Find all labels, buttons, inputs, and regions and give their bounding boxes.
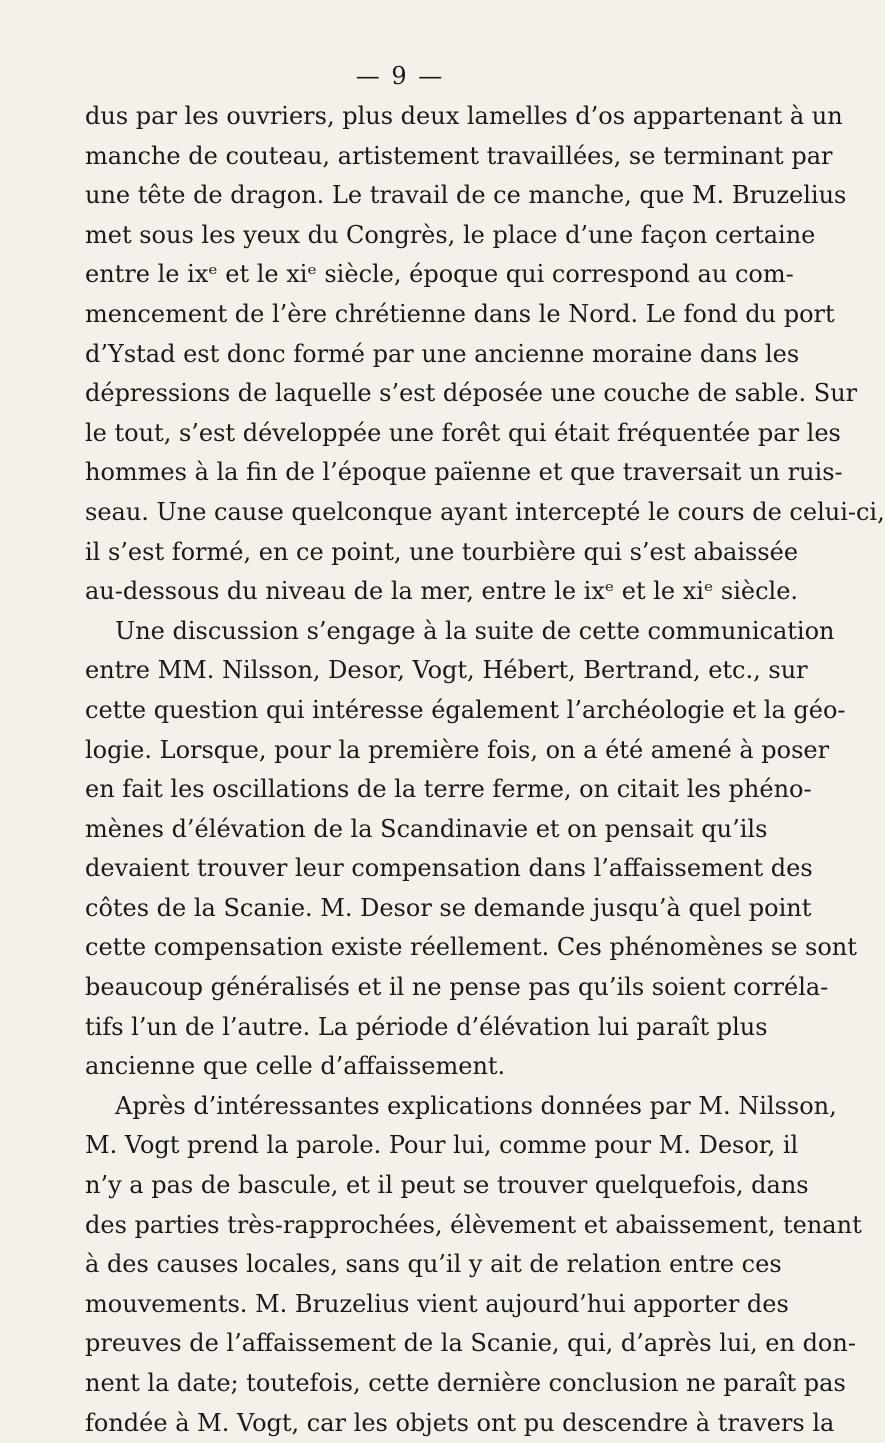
text-line: Une discussion s’engage à la suite de cette communication [115, 616, 835, 645]
text-line: mènes d’élévation de la Scandinavie et on pensait qu’ils [85, 814, 768, 843]
text-line: preuves de l’affaissement de la Scanie, qui, d’après lui, en don- [85, 1329, 856, 1358]
text-line: mencement de l’ère chrétienne dans le Nord. Le fond du port [85, 299, 835, 328]
text-line: nent la date; toutefois, cette dernière conclusion ne paraît pas [85, 1369, 846, 1397]
text-line: beaucoup généralisés et il ne pense pas qu’ils soient corréla- [85, 973, 829, 1002]
text-line: fondée à M. Vogt, car les objets ont pu descendre à travers la [85, 1408, 835, 1437]
text-line: cette question qui intéresse également l’archéologie et la géo- [85, 695, 846, 724]
text-line: hommes à la fin de l’époque païenne et que traversait un ruis- [85, 458, 843, 487]
text-line: en fait les oscillations de la terre ferme, on citait les phéno- [85, 775, 812, 804]
text-line: côtes de la Scanie. M. Desor se demande jusqu’à quel point [85, 893, 812, 922]
text-line: à des causes locales, sans qu’il y ait de relation entre ces [85, 1250, 782, 1279]
text-line: dépressions de laquelle s’est déposée une couche de sable. Sur [85, 379, 858, 408]
text-line: cette compensation existe réellement. Ces phénomènes se sont [85, 933, 857, 962]
text-line: le tout, s’est développée une forêt qui était fréquentée par les [85, 418, 841, 447]
text-line: manche de couteau, artistement travaillées, se terminant par [85, 141, 833, 170]
text-line: entre MM. Nilsson, Desor, Vogt, Hébert, Bertrand, etc., sur [85, 656, 808, 685]
text-line: devaient trouver leur compensation dans l’affaissement des [85, 854, 813, 883]
text-line: met sous les yeux du Congrès, le place d’une façon certaine [85, 220, 816, 249]
text-line: seau. Une cause quelconque ayant intercepté le cours de celui-ci, [85, 497, 885, 526]
text-line: dus par les ouvriers, plus deux lamelles d’os appartenant à un [85, 102, 843, 130]
text-line: n’y a pas de bascule, et il peut se trouver quelquefois, dans [85, 1171, 809, 1200]
text-line: au-dessous du niveau de la mer, entre le ixᵉ et le xiᵉ siècle. [85, 577, 799, 606]
text-line: M. Vogt prend la parole. Pour lui, comme pour M. Desor, il [85, 1131, 799, 1160]
page-number: — 9 — [355, 62, 445, 90]
text-line: tifs l’un de l’autre. La période d’élévation lui paraît plus [85, 1012, 768, 1041]
text-line: une tête de dragon. Le travail de ce manche, que M. Bruzelius [85, 181, 847, 210]
text-line: logie. Lorsque, pour la première fois, on a été amené à poser [85, 735, 830, 764]
text-line: mouvements. M. Bruzelius vient aujourd’hui apporter des [85, 1289, 789, 1318]
body-text [85, 97, 885, 1443]
text-line: entre le ixᵉ et le xiᵉ siècle, époque qui correspond au com- [85, 260, 794, 289]
text-line: d’Ystad est donc formé par une ancienne moraine dans les [85, 339, 800, 368]
text-line: des parties très-rapprochées, élèvement et abaissement, tenant [85, 1210, 862, 1239]
text-line: Après d’intéressantes explications données par M. Nilsson, [115, 1091, 837, 1120]
text-line: ancienne que celle d’affaissement. [85, 1052, 506, 1081]
text-line: il s’est formé, en ce point, une tourbière qui s’est abaissée [85, 537, 799, 566]
